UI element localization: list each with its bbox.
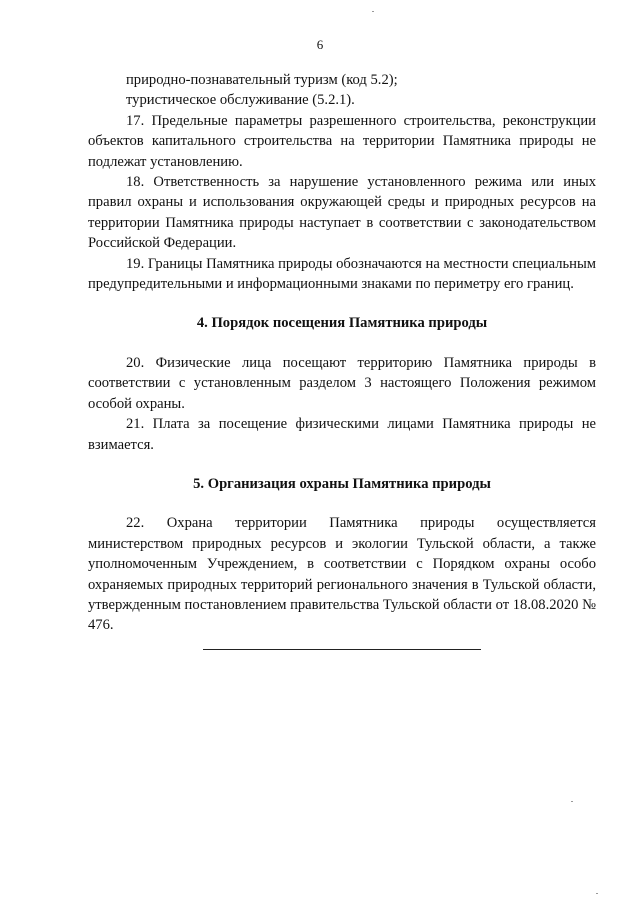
end-of-text-rule (203, 649, 481, 650)
paragraph-19: 19. Границы Памятника природы обозначаются на местности специальным предупредительными и информационными знаками по периметру его границ. (88, 255, 596, 293)
paragraph-22: 22. Охрана территории Памятника природы осуществляется министерством природных ресурсов и экологии Тульской области, а также уполномоченным Учреждением, в соответствии с Порядком охраны особо охраняемых природных территорий регионального значения в Тульской области, утвержденным постановлением правительства Тульской области от 18.08.2020 № 476. (88, 515, 597, 634)
document-body (88, 70, 596, 636)
paragraph-18: 18. Ответственность за нарушение установленного режима или иных правил охраны и использования окружающей среды и природных ресурсов на территории Памятника природы наступает в соответствии с законодательством Российской Федерации. (88, 174, 596, 252)
section-4-heading: 4. Порядок посещения Памятника природы (196, 315, 488, 332)
scan-speck (372, 11, 374, 12)
paragraph-17: 17. Предельные параметры разрешенного строительства, реконструкции объектов капитального строительства на территории Памятника природы не подлежат установлению. (88, 112, 596, 170)
paragraph-tourism-code: природно-познавательный туризм (код 5.2); (126, 72, 398, 88)
paragraph-20: 20. Физические лица посещают территорию Памятника природы в соответствии с установленным разделом 3 настоящего Положения режимом особой охраны. (88, 354, 596, 412)
page-number: 6 (316, 37, 324, 52)
scan-speck (571, 801, 573, 802)
section-5-heading: 5. Организация охраны Памятника природы (193, 475, 491, 492)
paragraph-21: 21. Плата за посещение физическими лицами Памятника природы не взимается. (88, 416, 596, 453)
paragraph-tourist-service: туристическое обслуживание (5.2.1). (126, 92, 355, 109)
scan-speck (596, 893, 598, 894)
